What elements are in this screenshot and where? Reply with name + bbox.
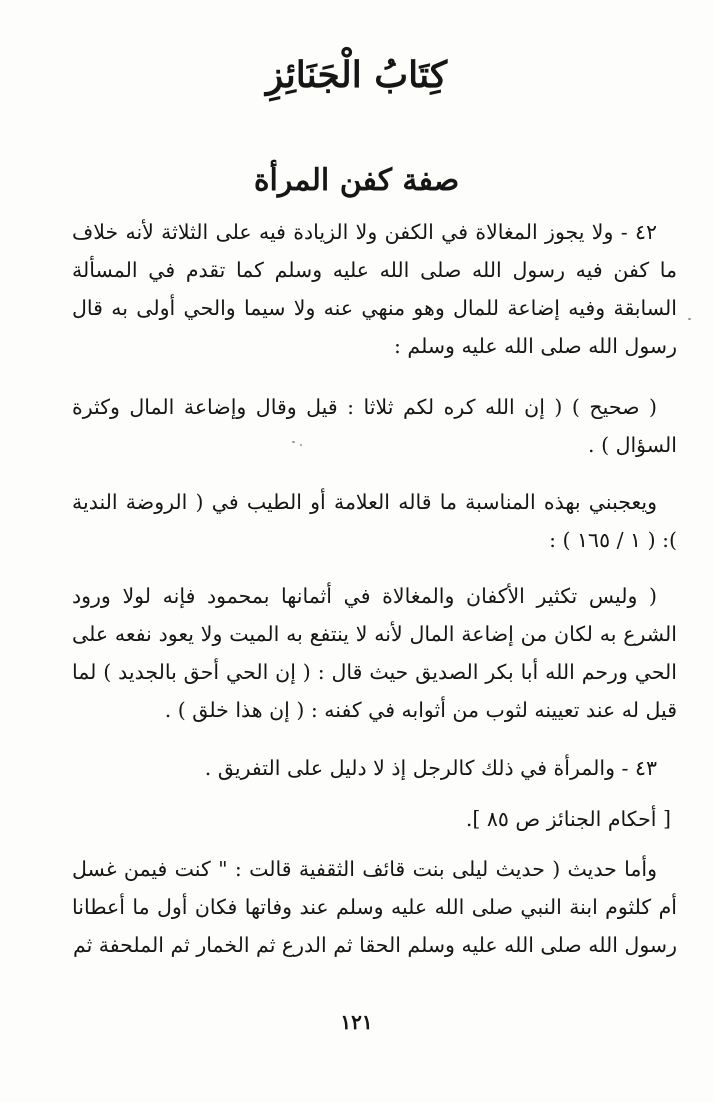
book-title: كِتَابُ الْجَنَائِزِ	[265, 54, 448, 96]
scan-speck	[292, 441, 295, 443]
paragraph-ruling-43: ٤٣ - والمرأة في ذلك كالرجل إذ لا دليل على التفريق .	[204, 756, 657, 780]
paragraph-layla-hadith: وأما حديث ( حديث ليلى بنت قائف الثقفية قالت : " كنت فيمن غسل أم كلثوم ابنة النبي صلى الله عليه وسلم عند وفاتها فكان أول ما أعطانا رسول الله صلى الله عليه وسلم الحقا ثم الدرع ثم الخمار ثم الملحفة ثم	[72, 857, 677, 957]
scan-speck	[300, 444, 302, 446]
paragraph-rawda-quote: ( وليس تكثير الأكفان والمغالاة في أثمانها بمحمود فإنه لولا ورود الشرع به لكان من إضاعة المال لأنه لا ينتفع به الميت ولا يعود نفعه على الحي ورحم الله أبا بكر الصديق حيث قال : ( إن الحي أحق بالجديد ) لما قيل له عند تعيينه لثوب من أثوابه في كفنه : ( إن هذا خلق ) .	[72, 584, 677, 722]
paragraph-rawda-reference: ويعجبني بهذه المناسبة ما قاله العلامة أو الطيب في ( الروضة الندية ): ( ١ / ١٦٥ ) :	[72, 490, 677, 552]
scan-speck	[688, 318, 691, 320]
paragraph-source-citation: [ أحكام الجنائز ص ٨٥ ].	[465, 807, 671, 831]
chapter-title: صفة كفن المرأة	[253, 163, 460, 198]
paragraph-hadith-sahih: ( صحيح ) ( إن الله كره لكم ثلاثا : قيل وقال وإضاعة المال وكثرة السؤال ) .	[72, 395, 677, 457]
page-number: ١٢١	[340, 1010, 373, 1034]
paragraph-ruling-42: ٤٢ - ولا يجوز المغالاة في الكفن ولا الزيادة فيه على الثلاثة لأنه خلاف ما كفن فيه رسول الله صلى الله عليه وسلم كما تقدم في المسألة السابقة وفيه إضاعة للمال وهو منهي عنه ولا سيما والحي أولى به قال رسول الله صلى الله عليه وسلم :	[72, 220, 677, 358]
